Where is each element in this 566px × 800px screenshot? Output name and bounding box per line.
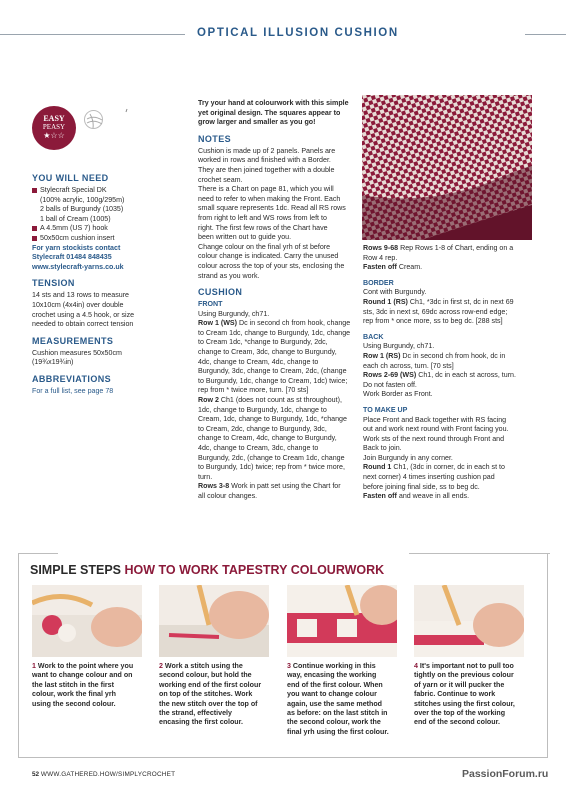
tension-line: needed to obtain correct tension bbox=[32, 320, 134, 329]
step-caption-line bbox=[32, 681, 150, 690]
rows-3-8-text: Work in patt set using the Chart for bbox=[229, 482, 341, 491]
header-rule-left bbox=[0, 34, 185, 35]
back-row-1-label: Row 1 (RS) bbox=[363, 351, 401, 360]
step-4-photo bbox=[414, 585, 524, 657]
make-up-round-1-label: Round 1 bbox=[363, 463, 392, 472]
make-up-heading: TO MAKE UP bbox=[363, 405, 408, 414]
tension-line: 14 sts and 13 rows to measure bbox=[32, 291, 129, 300]
level-bottom: PEASY bbox=[42, 123, 66, 131]
step-caption-text: on top of the stitches. Work bbox=[159, 690, 253, 699]
back-row-1-text: Dc in second ch from hook, dc in bbox=[400, 351, 506, 360]
step-caption-text: fabric. Continue to work bbox=[414, 690, 496, 699]
row-1-text: to Burgundy, 1dc, change to Cream, 1dc) twice; bbox=[198, 376, 348, 385]
row-2-text: change to Cream, 4dc, change to Burgundy, bbox=[198, 434, 337, 443]
row-2-text: turn. bbox=[198, 472, 213, 481]
row-1-text: to Cream 1dc, *change to Burgundy, 2dc, bbox=[198, 338, 328, 347]
row-2-line bbox=[198, 454, 358, 464]
abbreviations-heading: ABBREVIATIONS bbox=[32, 373, 112, 384]
make-up-line: Join Burgundy in any corner. bbox=[363, 453, 453, 462]
notes-line: need to refer to when making the Front. Each bbox=[198, 194, 341, 203]
header-title: OPTICAL ILLUSION CUSHION bbox=[197, 27, 399, 39]
round-1-text: sts, 3dc in next st, 69dc across row-end edge; bbox=[363, 307, 508, 316]
back-rows-2-69-text: Do not fasten off. bbox=[363, 380, 417, 389]
stockist-line-2: Stylecraft 01484 848435 bbox=[32, 253, 112, 262]
notes-line: small square represents 1dc. Read all RS rows bbox=[198, 204, 346, 213]
step-caption-line bbox=[287, 690, 405, 699]
row-2-line bbox=[198, 473, 358, 483]
tension-heading: TENSION bbox=[32, 278, 75, 289]
row-1-label: Row 1 (WS) bbox=[198, 319, 238, 328]
steps-title-a: SIMPLE STEPS bbox=[30, 563, 121, 577]
final-fasten-off-rest: and weave in all ends. bbox=[396, 492, 470, 501]
step-caption-line bbox=[159, 662, 277, 671]
notes-line: They are then joined together with a double bbox=[198, 165, 335, 174]
cushion-photo bbox=[362, 95, 532, 240]
yarn-label: DK bbox=[88, 131, 97, 137]
back-row-1-line bbox=[363, 362, 533, 372]
step-caption-line bbox=[414, 690, 532, 699]
back-row-1-line bbox=[363, 352, 533, 362]
steps-title bbox=[30, 563, 384, 577]
make-up-round-1-text: before joining final side, ss to beg dc. bbox=[363, 482, 480, 491]
material-detail: (100% acrylic, 100g/295m) bbox=[40, 195, 125, 204]
row-2-text: to Cream, 2dc, change to Burgundy, 3dc, bbox=[198, 424, 327, 433]
row-1-line bbox=[198, 329, 358, 339]
row-2-text: Burgundy, 2dc, (change to Cream 1dc, change bbox=[198, 453, 345, 462]
make-up-line: Back to join. bbox=[363, 444, 402, 453]
rows-9-68-line bbox=[363, 244, 533, 254]
row-1-line bbox=[198, 386, 358, 396]
tension-line: crochet using a 4.5 hook, or size bbox=[32, 310, 135, 319]
fasten-off-rest: Cream. bbox=[396, 263, 423, 272]
round-1-line bbox=[363, 308, 533, 318]
stockist-link[interactable]: www.stylecraft-yarns.co.uk bbox=[32, 262, 124, 271]
bullet-square bbox=[32, 226, 37, 231]
round-1-text bbox=[363, 298, 533, 327]
row-1-text: rep from * twice more, turn. [70 sts] bbox=[198, 386, 309, 395]
front-heading: FRONT bbox=[198, 300, 223, 309]
step-number: 1 bbox=[32, 662, 36, 670]
step-caption-line bbox=[414, 718, 532, 727]
material-main: Stylecraft Special DK bbox=[40, 186, 107, 194]
row-2-line bbox=[198, 396, 358, 406]
step-caption-line bbox=[414, 700, 532, 709]
measurements-line: (19¾x19¾in) bbox=[32, 358, 74, 367]
row-2-line bbox=[198, 425, 358, 435]
star-rating: ★☆☆ bbox=[43, 131, 65, 140]
step-caption-line bbox=[287, 709, 405, 718]
middle-column bbox=[198, 99, 358, 502]
step-caption-text: the second colour, work the bbox=[287, 718, 381, 727]
step-caption-text: end of the second colour. bbox=[414, 718, 500, 727]
step-caption-text: colour, work the final yrh bbox=[32, 690, 116, 699]
make-up-round-1-text bbox=[363, 463, 533, 492]
front-intro: Using Burgundy, ch71. bbox=[198, 309, 270, 318]
step-caption-text: working end of the first colour bbox=[159, 680, 262, 689]
make-up-line: Work sts of the next round through Front and bbox=[363, 434, 505, 443]
material-item bbox=[32, 224, 182, 234]
step-caption-line bbox=[159, 709, 277, 718]
rows-3-8-line bbox=[198, 482, 358, 492]
step-caption-text: way, encasing the working bbox=[287, 671, 377, 680]
measurements-heading: MEASUREMENTS bbox=[32, 335, 114, 346]
step-caption-line bbox=[159, 671, 277, 680]
you-will-need-heading: YOU WILL NEED bbox=[32, 173, 109, 183]
abbreviations-line: For a full list, see page 78 bbox=[32, 386, 114, 395]
row-2-line bbox=[198, 444, 358, 454]
step-caption-text: Continue working in this bbox=[290, 662, 376, 670]
notes-line: worked in rows and finished with a Border. bbox=[198, 156, 331, 165]
back-intro: Using Burgundy, ch71. bbox=[363, 342, 435, 351]
step-caption-line bbox=[414, 681, 532, 690]
stockist-line-1: For yarn stockists contact bbox=[32, 243, 121, 252]
final-fasten-off-label: Fasten off bbox=[363, 492, 397, 501]
notes-line: colour change is indicated. Carry the unused bbox=[198, 252, 339, 261]
material-item bbox=[32, 234, 182, 244]
row-1-text: to Cream 1dc, change to Burgundy, 1dc, change bbox=[198, 328, 351, 337]
step-caption-line bbox=[159, 718, 277, 727]
step-caption-text: final yrh using the first colour. bbox=[287, 727, 389, 736]
step-1-caption bbox=[32, 662, 150, 709]
row-2-text bbox=[198, 396, 358, 482]
row-2-line bbox=[198, 415, 358, 425]
rows-3-8-label: Rows 3-8 bbox=[198, 482, 230, 491]
step-caption-line bbox=[287, 671, 405, 680]
rows-9-68-text bbox=[363, 244, 533, 263]
step-caption-text: want to change colour and on bbox=[32, 671, 133, 680]
back-rows-2-69-text: Ch1, dc in each st across, turn. bbox=[416, 371, 516, 380]
border-intro: Cont with Burgundy. bbox=[363, 288, 427, 297]
rows-3-8-text: all colour changes. bbox=[198, 491, 258, 500]
step-2-caption bbox=[159, 662, 277, 728]
hook-sub: HOOK bbox=[118, 138, 136, 144]
materials-list bbox=[32, 186, 182, 244]
step-caption-text: Work to the point where you bbox=[35, 662, 134, 670]
row-2-text: 4dc, change to Cream, 3dc, change to bbox=[198, 444, 319, 452]
row-1-text: 4dc, change to Cream, 4dc, change to bbox=[198, 357, 319, 366]
step-caption-text: second colour, but hold the bbox=[159, 671, 252, 680]
notes-line: colour across the top of your sts, enclosing the bbox=[198, 261, 345, 270]
step-caption-line bbox=[287, 728, 405, 737]
round-1-line bbox=[363, 317, 533, 327]
step-caption-text: Work a stitch using the bbox=[162, 662, 243, 670]
step-caption-line bbox=[414, 662, 532, 671]
step-caption-line bbox=[287, 662, 405, 671]
page-number: 52 bbox=[32, 771, 40, 778]
row-1-text: change to Cream, 3dc, change to Burgundy, bbox=[198, 348, 337, 357]
make-up-line: Place Front and Back together with RS facing bbox=[363, 415, 507, 424]
cushion-heading: CUSHION bbox=[198, 287, 243, 298]
intro-line: Try your hand at colourwork with this simple bbox=[198, 99, 349, 107]
fasten-off-label: Fasten off bbox=[363, 263, 397, 272]
yarn-ball-icon bbox=[84, 110, 103, 129]
row-2-line bbox=[198, 406, 358, 416]
left-column bbox=[32, 173, 182, 397]
tension-line: 10x10cm (4x4in) over double bbox=[32, 300, 124, 309]
material-detail: 2 balls of Burgundy (1035) bbox=[40, 205, 124, 214]
header-rule-right bbox=[525, 34, 566, 35]
material-detail: 1 ball of Cream (1005) bbox=[40, 214, 111, 223]
steps-title-b: HOW TO WORK TAPESTRY COLOURWORK bbox=[124, 563, 385, 577]
right-column bbox=[363, 244, 533, 502]
row-1-line bbox=[198, 319, 358, 329]
intro-line: yet original design. The squares appear to bbox=[198, 108, 341, 117]
row-2-text: 1dc, change to Burgundy, 1dc, change to bbox=[198, 405, 327, 414]
step-number: 4 bbox=[414, 662, 418, 670]
step-caption-text: as before: on the last stitch in bbox=[287, 709, 388, 718]
material-main: A 4.5mm (US 7) hook bbox=[40, 224, 108, 233]
row-1-line bbox=[198, 348, 358, 358]
rows-3-8-text bbox=[198, 482, 358, 501]
steps-top-rule-left bbox=[18, 553, 58, 554]
step-caption-line bbox=[287, 700, 405, 709]
round-1-text: Ch1, *3dc in first st, dc in next 69 bbox=[407, 297, 514, 306]
notes-line: There is a Chart on page 81, which you will bbox=[198, 185, 334, 194]
row-2-text: to Burgundy, 1dc) twice; rep from * twice more, bbox=[198, 463, 345, 472]
step-caption-text: the new stitch over the top of bbox=[159, 699, 258, 708]
step-number: 3 bbox=[287, 662, 291, 670]
step-caption-line bbox=[32, 700, 150, 709]
make-up-round-1-line bbox=[363, 463, 533, 473]
step-3-photo bbox=[287, 585, 397, 657]
row-2-line bbox=[198, 463, 358, 473]
make-up-round-1-text: Ch1, (3dc in corner, dc in each st to bbox=[391, 463, 505, 472]
step-caption-text: you want to change colour bbox=[287, 690, 377, 699]
step-caption-line bbox=[159, 681, 277, 690]
step-caption-text: end of the first colour. When bbox=[287, 680, 383, 689]
material-main: 50x50cm cushion insert bbox=[40, 233, 115, 242]
make-up-line: out and work next round with Front facing you. bbox=[363, 425, 509, 434]
back-rows-2-69-label: Rows 2-69 (WS) bbox=[363, 371, 417, 380]
step-caption-line bbox=[159, 700, 277, 709]
rows-9-68-text: Rep Rows 1-8 of Chart, ending on a bbox=[398, 244, 514, 252]
back-rows-2-69-text bbox=[363, 371, 533, 400]
rows-9-68-label: Rows 9-68 bbox=[363, 244, 399, 252]
make-up-round-1-text: next corner) 4 times inserting cushion pad bbox=[363, 473, 495, 482]
round-1-line bbox=[363, 298, 533, 308]
step-caption-line bbox=[414, 671, 532, 680]
notes-text bbox=[198, 147, 358, 281]
make-up-text bbox=[363, 416, 533, 464]
bullet-square bbox=[32, 188, 37, 193]
yarn-sub: WEIGHT bbox=[82, 138, 106, 144]
step-4-caption bbox=[414, 662, 532, 728]
back-rows-2-69-line bbox=[363, 390, 533, 400]
rows-3-8-line bbox=[198, 492, 358, 502]
back-row-1-text bbox=[363, 352, 533, 371]
step-2-photo bbox=[159, 585, 269, 657]
round-1-text: rep from * once more, ss to beg dc. [288 sts] bbox=[363, 317, 503, 326]
notes-line: been written out to guide you. bbox=[198, 233, 292, 242]
step-1-photo bbox=[32, 585, 142, 657]
step-number: 2 bbox=[159, 662, 163, 670]
step-caption-line bbox=[159, 690, 277, 699]
easy-peasy-badge bbox=[32, 106, 76, 150]
step-caption-text: encasing the first colour. bbox=[159, 718, 243, 727]
row-1-text bbox=[198, 319, 358, 396]
border-heading: BORDER bbox=[363, 278, 394, 287]
step-caption-line bbox=[287, 681, 405, 690]
hook-icon bbox=[122, 108, 130, 130]
step-caption-text: the strand, effectively bbox=[159, 709, 232, 718]
step-caption-line bbox=[32, 690, 150, 699]
make-up-round-1-line bbox=[363, 483, 533, 493]
back-rows-2-69-line bbox=[363, 371, 533, 381]
footer bbox=[32, 771, 175, 778]
notes-line: from right to left and WS rows from left to bbox=[198, 213, 327, 222]
rows-9-68-text: Row 4 rep. bbox=[363, 253, 398, 262]
notes-line: crochet seam. bbox=[198, 175, 243, 184]
notes-line: right. The first few rows of the Chart have bbox=[198, 223, 328, 232]
measurements-line: Cushion measures 50x50cm bbox=[32, 348, 122, 357]
step-caption-text: over the top of the working bbox=[414, 709, 506, 718]
row-1-line bbox=[198, 367, 358, 377]
step-caption-text: again, use the same method bbox=[287, 699, 383, 708]
intro-line: grow larger and smaller as you go! bbox=[198, 118, 316, 127]
row-1-text: Dc in second ch from hook, change bbox=[237, 319, 351, 328]
row-2-text: Ch1 (does not count as st throughout), bbox=[218, 396, 342, 405]
material-item bbox=[32, 186, 182, 196]
row-1-line bbox=[198, 338, 358, 348]
notes-line: Change colour on the final yrh of st before bbox=[198, 242, 331, 251]
bullet-square bbox=[32, 236, 37, 241]
intro-text bbox=[198, 99, 358, 128]
step-caption-line bbox=[32, 671, 150, 680]
step-caption-line bbox=[287, 718, 405, 727]
notes-line: Cushion is made up of 2 panels. Panels are bbox=[198, 146, 336, 155]
row-2-text: Cream, 1dc, change to Burgundy, 1dc, *change bbox=[198, 415, 347, 424]
step-caption-text: the last stitch in the first bbox=[32, 680, 114, 689]
step-caption-line bbox=[414, 709, 532, 718]
rows-9-68-line bbox=[363, 254, 533, 264]
row-1-line bbox=[198, 377, 358, 387]
step-caption-text: tightly on the previous colour bbox=[414, 671, 514, 680]
step-caption-text: stitches using the first colour, bbox=[414, 699, 515, 708]
step-caption-line bbox=[32, 662, 150, 671]
step-3-caption bbox=[287, 662, 405, 737]
make-up-round-1-line bbox=[363, 473, 533, 483]
round-1-label: Round 1 (RS) bbox=[363, 297, 408, 306]
notes-heading: NOTES bbox=[198, 133, 232, 144]
step-caption-text: of yarn or it will pucker the bbox=[414, 680, 505, 689]
footer-site[interactable]: WWW.GATHERED.HOW/SIMPLYCROCHET bbox=[40, 771, 176, 778]
row-1-line bbox=[198, 358, 358, 368]
notes-line: strand as you work. bbox=[198, 271, 260, 280]
hook-label: 4.5MM bbox=[117, 131, 136, 137]
steps-top-rule-right bbox=[409, 553, 550, 554]
step-caption-text: It's important not to pull too bbox=[417, 662, 514, 670]
row-2-label: Row 2 bbox=[198, 396, 219, 405]
step-caption-text: using the second colour. bbox=[32, 699, 116, 708]
back-rows-2-69-text: Work Border as Front. bbox=[363, 390, 433, 399]
level-top: EASY bbox=[43, 114, 65, 123]
row-2-line bbox=[198, 434, 358, 444]
back-row-1-text: each ch across, turn. [70 sts] bbox=[363, 361, 454, 370]
back-rows-2-69-line bbox=[363, 381, 533, 391]
watermark: PassionForum.ru bbox=[462, 768, 549, 780]
back-heading: BACK bbox=[363, 332, 384, 341]
row-1-text: Burgundy, 3dc, change to Cream, 2dc, (change bbox=[198, 367, 347, 376]
